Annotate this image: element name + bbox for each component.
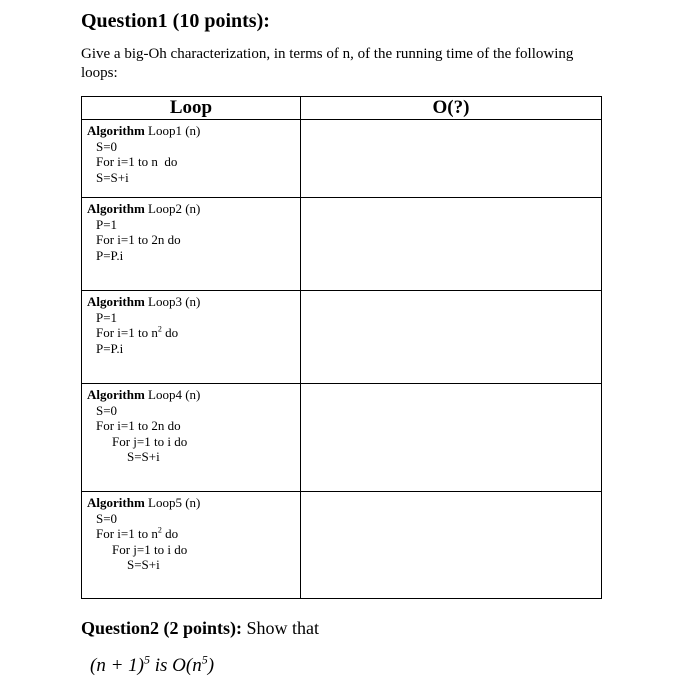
question1-title: Question1 (10 points):	[81, 10, 270, 32]
code-line: S=S+i	[127, 557, 160, 572]
code-line: S=S+i	[96, 169, 129, 185]
algo-name: Loop2 (n)	[148, 201, 201, 216]
code-line: S=0	[96, 402, 118, 418]
header-order: O(?)	[301, 97, 602, 120]
loop1-code	[82, 120, 301, 198]
code-line: For i=1 to $n^2$ do	[96, 525, 179, 541]
exponent: 2	[157, 324, 162, 334]
code-line: P=1	[96, 216, 118, 232]
table-row-loop5	[82, 492, 602, 599]
loop2-code	[82, 198, 301, 291]
question2-prompt: Show that	[246, 618, 320, 638]
question2-title	[81, 618, 319, 639]
algo-keyword: Algorithm	[87, 123, 145, 138]
code-line: For i=1 to 2n do	[96, 418, 181, 433]
question2-expression: $(n + 1)^5$ is $O(n^5)$	[90, 652, 215, 676]
table-row-loop2	[82, 198, 602, 291]
code-line: P=P.i	[96, 340, 124, 356]
code-line: S=S+i	[127, 449, 160, 464]
header-loop: Loop	[82, 97, 301, 120]
algo-keyword: Algorithm	[87, 201, 145, 216]
loop1-answer-cell[interactable]	[301, 120, 602, 198]
algo-name: Loop1 (n)	[148, 123, 201, 138]
loop2-answer-cell[interactable]	[301, 198, 602, 291]
code-line: P=1	[96, 309, 118, 325]
table-row-loop1	[82, 120, 602, 198]
loop5-answer-cell[interactable]	[301, 492, 602, 599]
algo-keyword: Algorithm	[87, 387, 145, 402]
code-line: P=P.i	[96, 247, 124, 263]
table-header-row	[82, 97, 602, 120]
loop4-answer-cell[interactable]	[301, 384, 602, 492]
question2-heading: Question2 (2 points):	[81, 618, 243, 638]
code-line: For i=1 to n do	[96, 154, 178, 169]
algo-name: Loop4 (n)	[148, 387, 201, 402]
loop4-code	[82, 384, 301, 492]
loop3-answer-cell[interactable]	[301, 291, 602, 384]
algo-keyword: Algorithm	[87, 495, 145, 510]
algo-name: Loop3 (n)	[148, 294, 201, 309]
algo-name: Loop5 (n)	[148, 495, 201, 510]
loop3-code	[82, 291, 301, 384]
code-line: For i=1 to $n^2$ do	[96, 324, 179, 340]
algo-keyword: Algorithm	[87, 294, 145, 309]
question1-intro: Give a big-Oh characterization, in terms of n, of the running time of the following loops:	[81, 46, 574, 81]
code-line: For j=1 to i do	[112, 433, 188, 449]
code-line: S=0	[96, 138, 118, 154]
code-line: S=0	[96, 510, 118, 526]
table-row-loop4	[82, 384, 602, 492]
code-line: For i=1 to 2n do	[96, 232, 181, 247]
table-row-loop3	[82, 291, 602, 384]
code-line: For j=1 to i do	[112, 541, 188, 557]
loop5-code	[82, 492, 301, 599]
exponent: 2	[157, 525, 162, 535]
loops-table	[81, 96, 602, 599]
